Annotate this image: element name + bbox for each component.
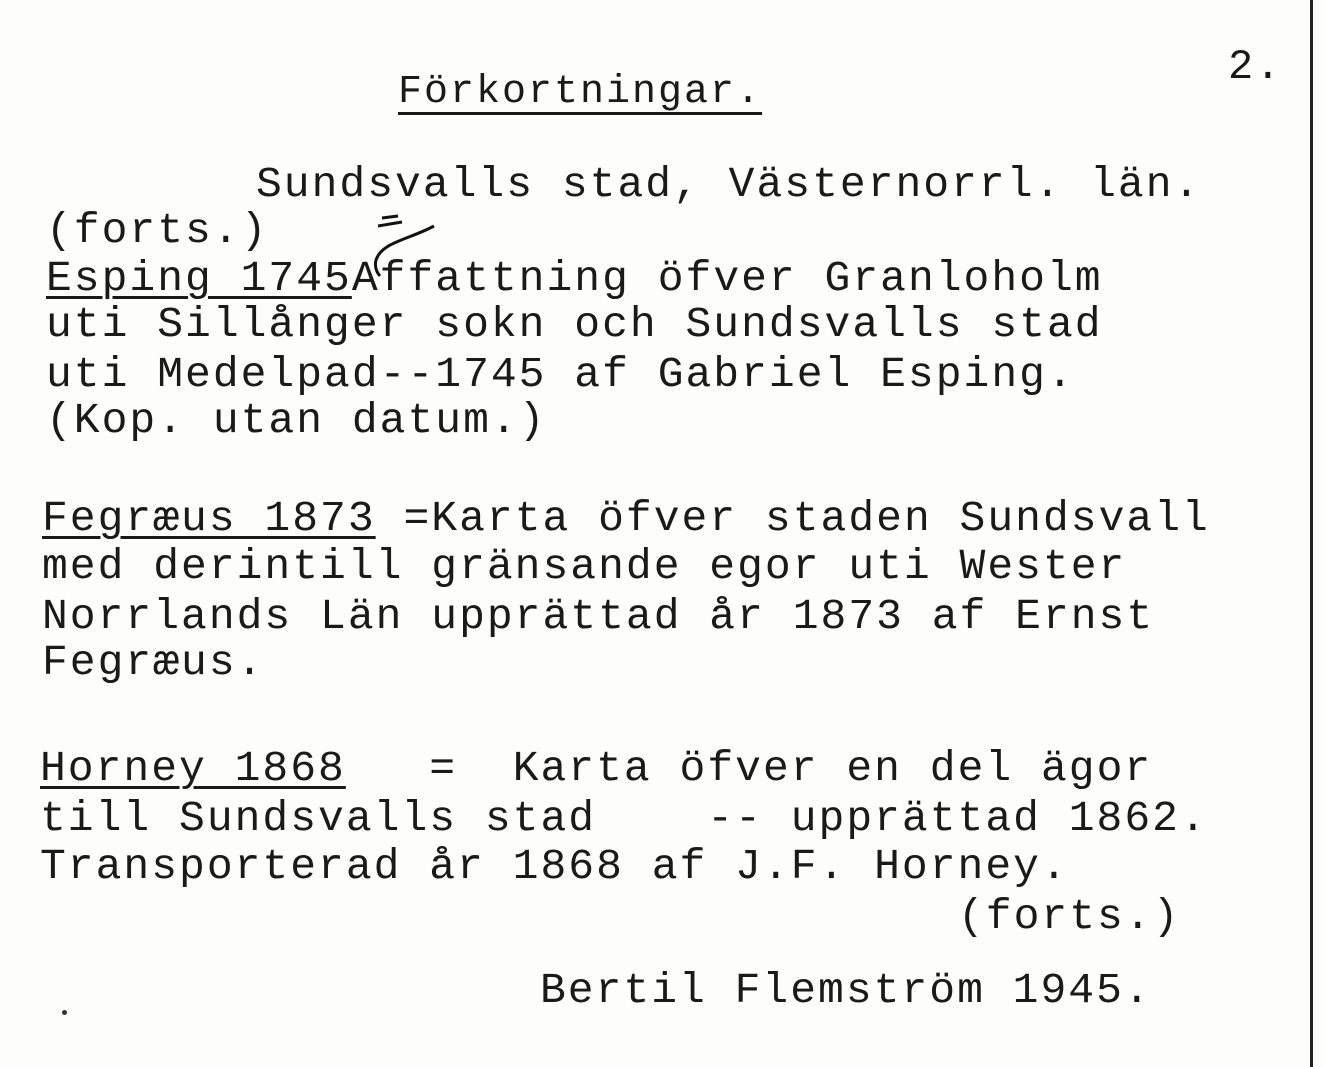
card-edge (1310, 0, 1313, 1067)
entry-esping-line-1 (46, 256, 1103, 302)
handwritten-correction-mark (368, 212, 448, 282)
ink-speck (62, 1010, 67, 1015)
entry-horney-line-3: Transporterad år 1868 af J.F. Horney. (40, 842, 1069, 891)
signature: Bertil Flemström 1945. (540, 966, 1152, 1015)
entry-fegraeus-line-1 (42, 496, 1210, 542)
entry-esping-line-4: (Kop. utan datum.) (46, 396, 547, 445)
entry-horney-line-2: till Sundsvalls stad -- upprättad 1862. (40, 794, 1208, 843)
entry-esping-line-3: uti Medelpad--1745 af Gabriel Esping. (46, 350, 1075, 399)
entry-esping-line-2: uti Sillånger sokn och Sundsvalls stad (46, 300, 1103, 349)
entry-horney-text-1: Karta öfver en del ägor (512, 744, 1153, 793)
entry-horney-line-1 (40, 746, 1152, 792)
entry-fegraeus-line-3: Norrlands Län upprättad år 1873 af Ernst (42, 592, 1155, 641)
entry-esping-text-1: Affattning öfver Granloholm (351, 254, 1103, 303)
title-text: Förkortningar. (398, 70, 763, 115)
entry-fegraeus-line-2: med derintill gränsande egor uti Wester (42, 542, 1127, 591)
page-title (398, 70, 762, 116)
entry-esping-key: Esping 1745 (46, 254, 352, 303)
entry-fegraeus-separator: = (403, 494, 432, 543)
entry-fegraeus-text-1: Karta öfver staden Sundsvall (431, 494, 1210, 543)
entry-horney-continued: (forts.) (958, 892, 1181, 941)
entry-fegraeus-key: Fegræus 1873 (42, 494, 376, 543)
heading-place: Sundsvalls stad, Västernorrl. län. (256, 160, 1202, 209)
entry-fegraeus-line-4: Fegræus. (42, 638, 265, 687)
heading-continued: (forts.) (46, 206, 269, 255)
entry-horney-key: Horney 1868 (40, 744, 346, 793)
entry-horney-separator: = (429, 744, 458, 793)
page-number: 2. (1228, 43, 1283, 91)
